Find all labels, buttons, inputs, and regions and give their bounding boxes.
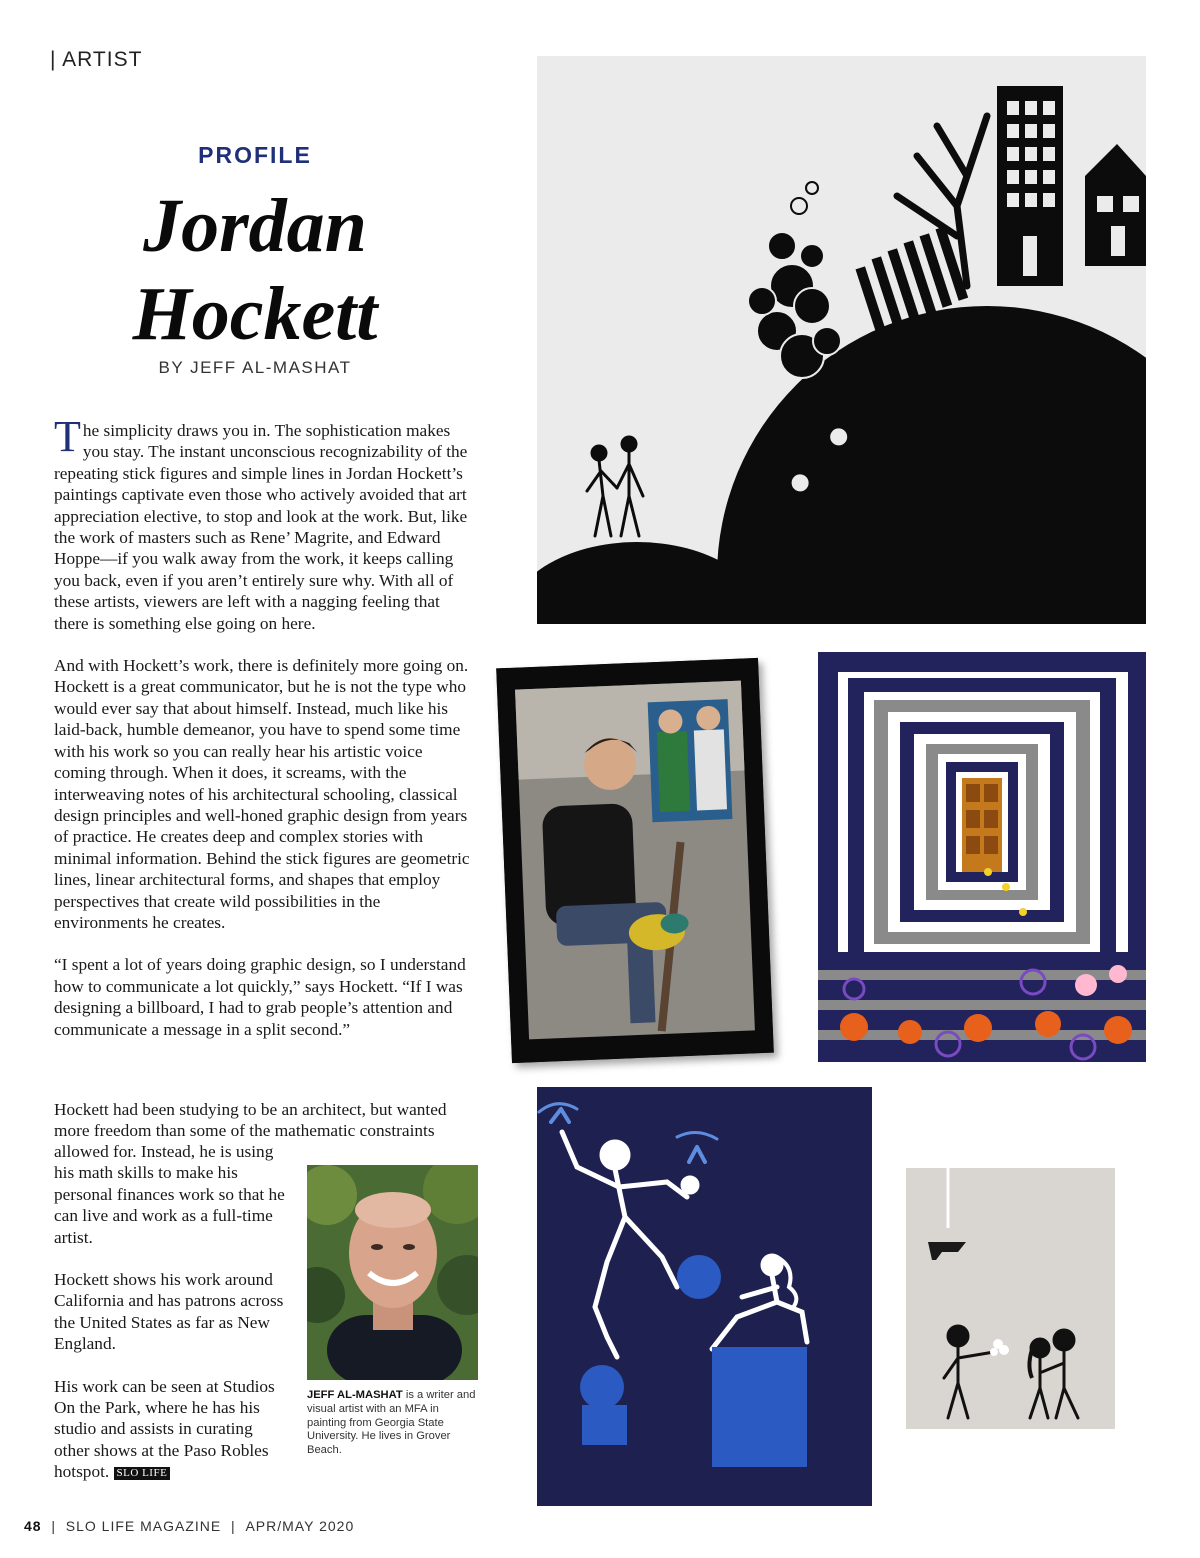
author-bio bbox=[307, 1389, 479, 1458]
article-title-line-1: Jordan bbox=[143, 184, 367, 268]
paragraph-5: Hockett shows his work around California and has patrons across the United States as far as New England. bbox=[54, 1270, 284, 1354]
paragraph-6 bbox=[54, 1376, 290, 1483]
author-bio-text: is a writer and visual artist with an MFA in painting from Georgia State University. He lives in Grover Beach. bbox=[307, 1389, 476, 1457]
issue-date: APR/MAY 2020 bbox=[245, 1518, 355, 1534]
author-photo bbox=[307, 1165, 478, 1380]
paragraph-4-wide: Hockett had been studying to be an architect, but wanted more freedom than some of the mathematic constraints bbox=[54, 1100, 447, 1141]
paragraph-3: “I spent a lot of years doing graphic design, so I understand how to communicate a lot quickly,” says Hockett. “If I was designing a billboard, I had to grab people’s attention and communicate a message in a split second.” bbox=[54, 955, 466, 1039]
paragraph-1-text: he simplicity draws you in. The sophistication makes you stay. The instant unconscious recognizability of the repeating stick figures and simple lines in Jordan Hockett’s paintings captivate even those who actively avoided that art appreciation elective, to stop and look at the work. But, like the work of masters such as Rene’ Magrite, and Edward Hoppe—if you walk away from the work, it keeps calling you back, even if you aren’t entirely sure why. With all of these artists, viewers are left with a nagging feeling that there is something else going on here. bbox=[54, 421, 468, 633]
drop-cap: T bbox=[54, 412, 81, 461]
page-footer: 48 | SLO LIFE MAGAZINE | APR/MAY 2020 bbox=[24, 1518, 355, 1534]
publication-name: SLO LIFE MAGAZINE bbox=[65, 1518, 222, 1534]
byline: BY JEFF AL-MASHAT bbox=[158, 358, 352, 377]
article-title-line-2: Hockett bbox=[132, 272, 378, 356]
article-title bbox=[40, 182, 470, 358]
artwork-corridor-door bbox=[818, 652, 1146, 1062]
end-mark-logo: SLO LIFE bbox=[114, 1467, 171, 1480]
article-body-narrow bbox=[54, 1141, 290, 1504]
artwork-planet-city bbox=[537, 56, 1146, 624]
page-number: 48 bbox=[24, 1518, 42, 1534]
author-name: JEFF AL-MASHAT bbox=[307, 1389, 403, 1401]
artwork-anvil-figures bbox=[906, 1168, 1115, 1429]
photo-artist-painting bbox=[496, 658, 774, 1063]
paragraph-6-text: His work can be seen at Studios On the Park, where he has his studio and assists in curating other shows at the Paso Robles hotspot. bbox=[54, 1376, 275, 1482]
artwork-stick-figures bbox=[537, 1087, 872, 1506]
profile-kicker: PROFILE bbox=[198, 142, 312, 168]
article-body bbox=[54, 412, 478, 1061]
paragraph-2: And with Hockett’s work, there is definitely more going on. Hockett is a great communicator, but he is not the type who would ever say that about himself. Instead, much like his laid-back, humble demeanor, you have to spend some time with his work so you can really hear his artistic voice coming through. When it does, it screams, with the interweaving notes of his architectural schooling, classical design principles and well-honed graphic design from years of practice. He creates deep and complex stories with minimal information. Behind the stick figures are geometric lines, linear architectural forms, and shapes that employ perspectives that create wild possibilities in the environments he creates. bbox=[54, 656, 470, 932]
paragraph-1 bbox=[54, 412, 478, 634]
section-tag: | ARTIST bbox=[50, 48, 143, 71]
paragraph-4-narrow: allowed for. Instead, he is using his math skills to make his personal finances work so that he can live and work as a full-time artist. bbox=[54, 1142, 285, 1247]
